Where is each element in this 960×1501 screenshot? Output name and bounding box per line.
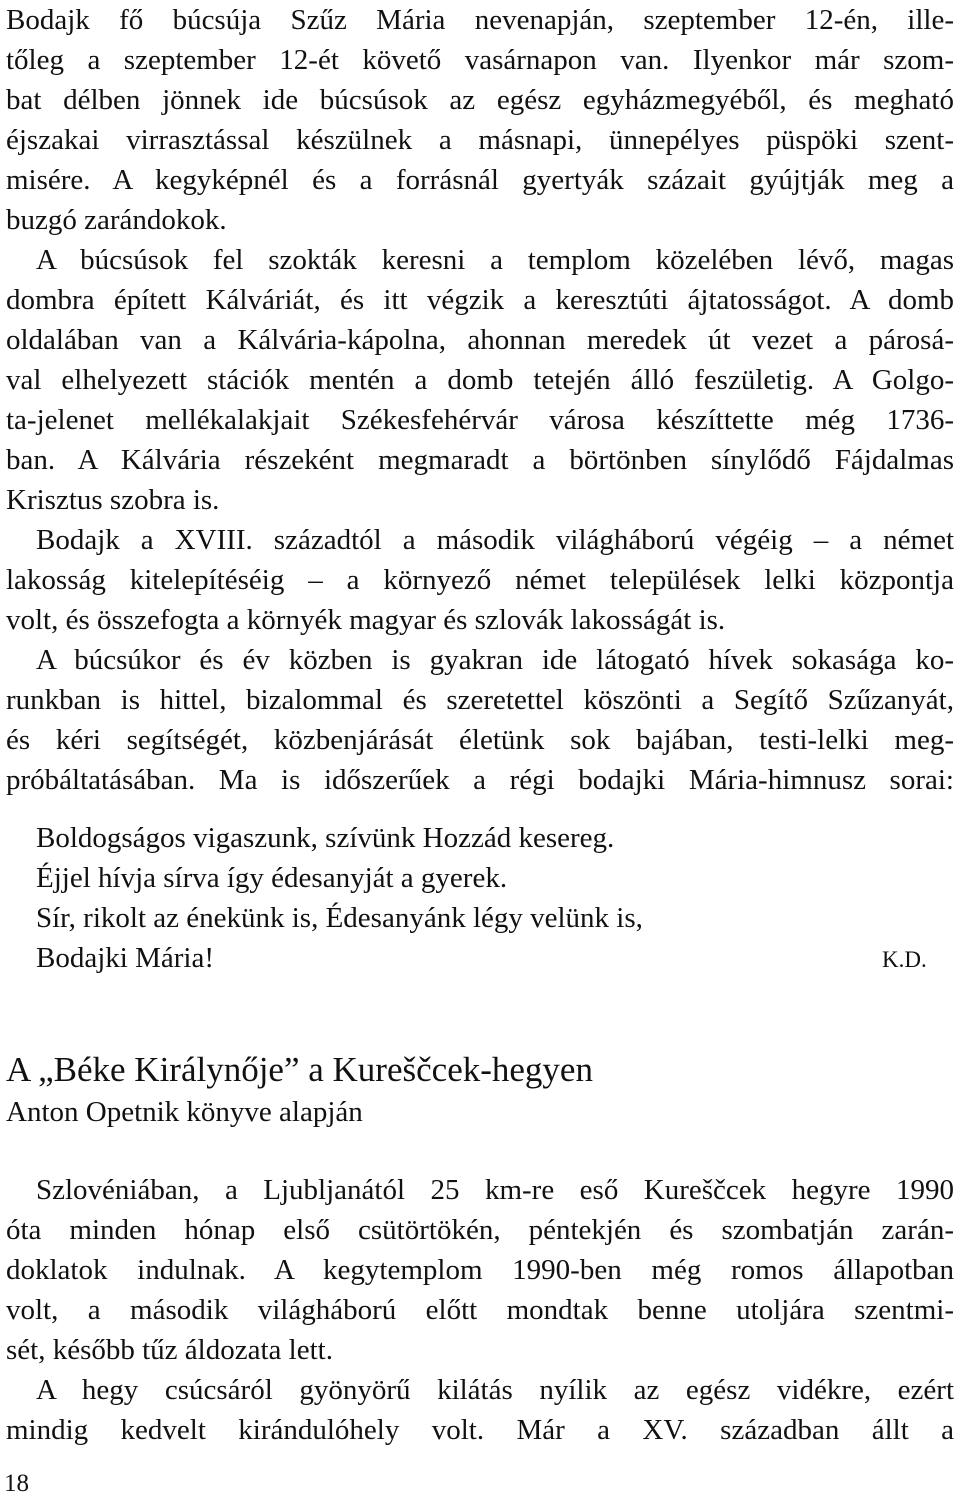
text-line: volt, és összefogta a környék magyar és szlovák lakosságát is. xyxy=(6,604,726,636)
text-line: val elhelyezett stációk mentén a domb tetején álló feszületig. A Golgo- xyxy=(6,364,954,396)
page-number: 18 xyxy=(4,1470,29,1497)
text-line: bat délben jönnek ide búcsúsok az egész egyházmegyéből, és megható xyxy=(6,84,954,116)
text-line: éjszakai virrasztással készülnek a másnapi, ünnepélyes püspöki szent- xyxy=(6,124,954,156)
text-line: buzgó zarándokok. xyxy=(6,204,227,236)
text-line: oldalában van a Kálvária-kápolna, ahonnan meredek út vezet a párosá- xyxy=(6,324,954,356)
text-line: ta-jelenet mellékalakjait Székesfehérvár városa készíttette még 1736- xyxy=(6,404,954,436)
poem-line: Sír, rikolt az énekünk is, Édesanyánk légy velünk is, xyxy=(36,902,643,934)
text-line: Bodajk fő búcsúja Szűz Mária nevenapján, szeptember 12-én, ille- xyxy=(6,4,954,36)
text-line: mindig kedvelt kirándulóhely volt. Már a XV. században állt a xyxy=(6,1414,954,1446)
text-line: A búcsúkor és év közben is gyakran ide látogató hívek sokasága ko- xyxy=(36,644,954,676)
text-line: dombra épített Kálváriát, és itt végzik a keresztúti ájtatosságot. A domb xyxy=(6,284,954,316)
text-line: doklatok indulnak. A kegytemplom 1990-ben még romos állapotban xyxy=(6,1254,954,1286)
author-signature: K.D. xyxy=(882,947,927,972)
text-line: Bodajk a XVIII. századtól a második világháború végéig – a német xyxy=(36,524,954,556)
text-line: óta minden hónap első csütörtökén, péntekjén és szombatján zarán- xyxy=(6,1214,954,1246)
text-line: sét, később tűz áldozata lett. xyxy=(6,1334,333,1366)
text-line: és kéri segítségét, közbenjárását életünk sok bajában, testi-lelki meg- xyxy=(6,724,954,756)
text-line: Krisztus szobra is. xyxy=(6,484,220,516)
poem-line: Éjjel hívja sírva így édesanyját a gyerek. xyxy=(36,862,508,894)
text-line: A hegy csúcsáról gyönyörű kilátás nyílik az egész vidékre, ezért xyxy=(36,1374,954,1406)
text-line: ban. A Kálvária részeként megmaradt a börtönben sínylődő Fájdalmas xyxy=(6,444,954,476)
text-line: tőleg a szeptember 12-ét követő vasárnapon van. Ilyenkor már szom- xyxy=(6,44,954,76)
text-line: volt, a második világháború előtt mondtak benne utoljára szentmi- xyxy=(6,1294,954,1326)
text-line: A búcsúsok fel szokták keresni a templom közelében lévő, magas xyxy=(36,244,954,276)
text-line: runkban is hittel, bizalommal és szeretettel köszönti a Segítő Szűzanyát, xyxy=(6,684,954,716)
text-line: lakosság kitelepítéséig – a környező német települések lelki központja xyxy=(6,564,954,596)
poem-line: Bodajki Mária! xyxy=(36,942,214,974)
text-line: Szlovéniában, a Ljubljanától 25 km-re eső Kureščcek hegyre 1990 xyxy=(36,1174,954,1206)
poem-line: Boldogságos vigaszunk, szívünk Hozzád kesereg. xyxy=(36,822,615,854)
article-title: A „Béke Királynője” a Kureščcek-hegyen xyxy=(6,1050,593,1089)
text-line: próbáltatásában. Ma is időszerűek a régi bodajki Mária-himnusz sorai: xyxy=(6,764,954,796)
article-subtitle: Anton Opetnik könyve alapján xyxy=(6,1096,363,1128)
text-line: misére. A kegyképnél és a forrásnál gyertyák százait gyújtják meg a xyxy=(6,164,954,196)
